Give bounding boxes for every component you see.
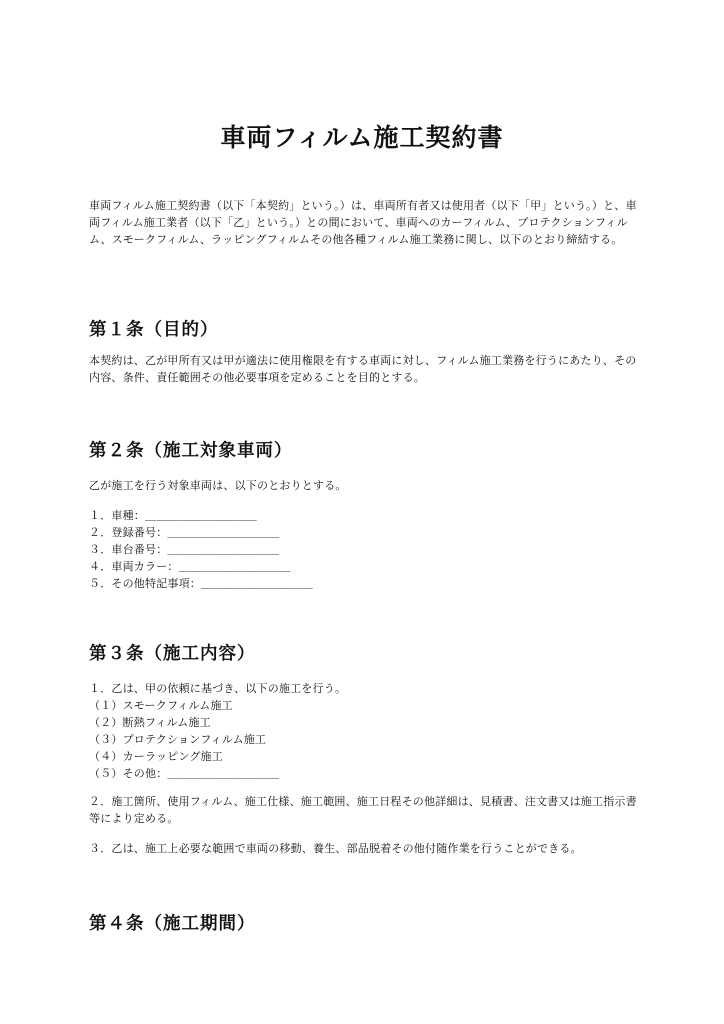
list-item: （１）スモークフィルム施工 [89, 699, 233, 712]
list-item: （５）その他：＿＿＿＿＿＿＿＿＿＿ [89, 767, 280, 780]
list-item: （２）断熱フィルム施工 [89, 716, 211, 729]
article-3-paragraph-3: ３．乙は、施工上必要な範囲で車両の移動、養生、部品脱着その他付随作業を行うことができる。 [89, 842, 582, 855]
article-3-work-list [89, 697, 637, 782]
article-2-intro: 乙が施工を行う対象車両は、以下のとおりとする。 [89, 479, 347, 492]
preamble-paragraph: 車両フィルム施工契約書（以下「本契約」という。）は、車両所有者又は使用者（以下「甲」という。）と、車両フィルム施工業者（以下「乙」という。）との間において、車両へのカーフィルム、プロテクションフィルム、スモークフィルム、ラッピングフィルムその他各種フィルム施工業務に関し、以下のとおり締結する。 [89, 199, 637, 246]
article-1-text: 本契約は、乙が甲所有又は甲が適法に使用権限を有する車両に対し、フィルム施工業務を行うにあたり、その内容、条件、責任範囲その他必要事項を定めることを目的とする。 [89, 354, 637, 384]
document-title: 車両フィルム施工契約書 [220, 123, 504, 152]
article-1-heading: 第１条（目的） [89, 320, 219, 340]
list-item: ２．登録番号：＿＿＿＿＿＿＿＿＿＿ [89, 526, 280, 539]
article-3-paragraph-2: ２．施工箇所、使用フィルム、施工仕様、施工範囲、施工日程その他詳細は、見積書、注文書又は施工指示書等により定める。 [89, 795, 637, 825]
list-item: ３．車台番号：＿＿＿＿＿＿＿＿＿＿ [89, 543, 280, 556]
list-item: ５．その他特記事項：＿＿＿＿＿＿＿＿＿＿ [89, 577, 313, 590]
article-2-heading: 第２条（施工対象車両） [89, 441, 293, 461]
list-item: （４）カーラッピング施工 [89, 750, 223, 763]
list-item: ４．車両カラー：＿＿＿＿＿＿＿＿＿＿ [89, 560, 291, 573]
article-3-intro: １．乙は、甲の依頼に基づき、以下の施工を行う。 [89, 682, 347, 695]
article-3-heading: 第３条（施工内容） [89, 644, 256, 664]
list-item: （３）プロテクションフィルム施工 [89, 733, 267, 746]
article-2-vehicle-list [89, 507, 637, 592]
list-item: １．車種：＿＿＿＿＿＿＿＿＿＿ [89, 509, 257, 522]
article-4-heading: 第４条（施工期間） [89, 914, 256, 934]
